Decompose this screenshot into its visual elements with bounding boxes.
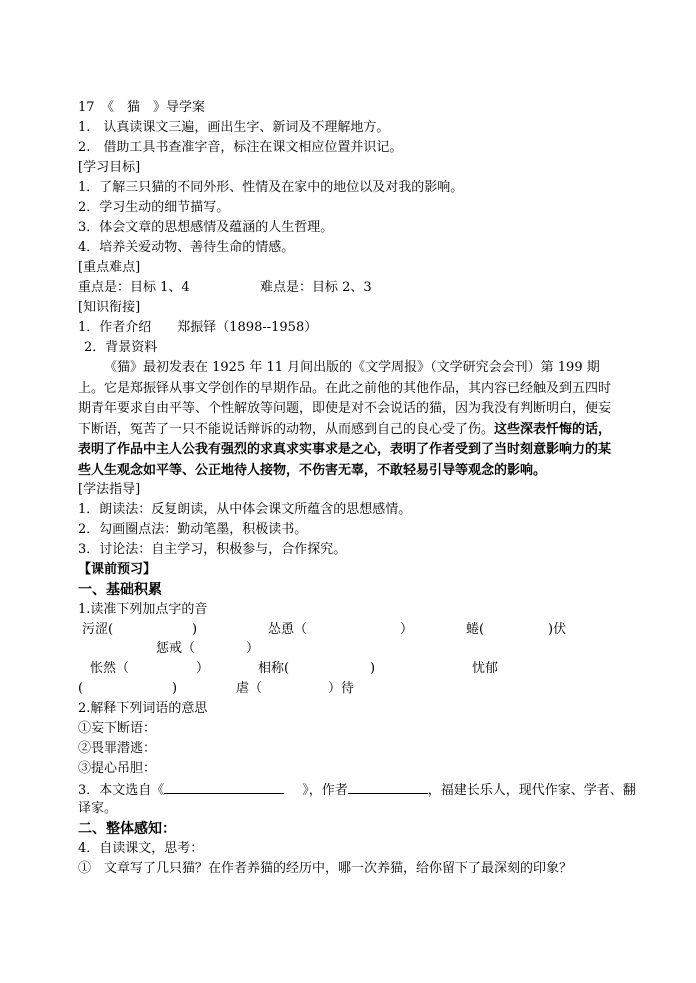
goal-item: 4．培养关爱动物、善待生命的情感。 xyxy=(78,240,295,255)
question-reading: 4．自读课文，思考： xyxy=(78,841,204,856)
goals-header: [学习目标] xyxy=(78,160,141,175)
method-item: 1．朗读法：反复朗读，从中体会课文所蕴含的思想感情。 xyxy=(78,502,412,517)
pinyin-bracket: ）待 xyxy=(328,681,355,696)
goal-item: 1．了解三只猫的不同外形、性情及在家中的地位以及对我的影响。 xyxy=(78,180,464,195)
term-item: ①妄下断语： xyxy=(78,721,157,736)
pre-task-1: 1. 认真读课文三遍，画出生字、新词及不理解地方。 xyxy=(78,120,390,135)
pre-task-2: 2. 借助工具书查准字音，标注在课文相应位置并识记。 xyxy=(78,140,403,155)
pinyin-bracket: ) xyxy=(172,681,178,696)
knowledge-header: [知识衔接] xyxy=(78,300,141,315)
source-text-b: 》，作者 xyxy=(302,783,348,798)
methods-header: [学法指导] xyxy=(78,482,141,497)
pinyin-bracket: ) xyxy=(192,622,198,637)
pinyin-word: 蜷( xyxy=(466,622,485,637)
source-text-a: 3．本文选自《 xyxy=(78,783,165,798)
question-reading-sub: ① 文章写了几只猫？在作者养猫的经历中，哪一次养猫，给你留下了最深刻的印象？ xyxy=(78,861,573,876)
difficult-point: 难点是：目标 2、3 xyxy=(260,280,372,295)
pinyin-word: 相称( xyxy=(258,661,290,676)
pinyin-word: 忧郁 xyxy=(472,661,499,676)
preview-header: 【课前预习】 xyxy=(78,562,157,577)
term-item: ②畏罪潜逃： xyxy=(78,741,157,756)
source-continuation: 译家。 xyxy=(78,801,118,816)
keypoints-header: [重点难点] xyxy=(78,260,141,275)
question-source xyxy=(78,779,636,801)
document-title: 17 《 猫 》导学案 xyxy=(78,100,206,115)
author-intro: 1．作者介绍 郑振铎（1898--1958） xyxy=(78,320,318,335)
pinyin-word: 怂恿（ xyxy=(268,622,308,637)
key-point: 重点是：目标 1、4 xyxy=(78,280,190,295)
pinyin-bracket: ） xyxy=(246,641,260,656)
pinyin-word: 怅然（ xyxy=(90,661,130,676)
method-item: 2．勾画圈点法：勤动笔墨，积极读书。 xyxy=(78,522,308,537)
term-item: ③提心吊胆： xyxy=(78,761,157,776)
background-paragraph xyxy=(78,358,623,481)
pinyin-bracket: ( xyxy=(78,681,84,696)
background-text: 《猫》最初发表在 1925 年 11 月间出版的《文学周报》（文学研究会会刊）第 199 期上。它是郑振铎从事文学创作的早期作品。在此之前他的其他作品，其内容已经触及到五四时期青年要求自由平等、个性解放等问题，即使是对不会说话的猫，因为我没有判断明白，便妄下断语，冤苦了一只不能说话辩诉的动物，从而感到自己的良心受了伤。 xyxy=(78,360,612,437)
author-blank[interactable] xyxy=(348,779,428,794)
goal-item: 3．体会文章的思想感情及蕴涵的人生哲理。 xyxy=(78,220,334,235)
question-explain: 2.解释下列词语的意思 xyxy=(78,701,208,716)
pinyin-word: 虐（ xyxy=(236,681,263,696)
method-item: 3．讨论法：自主学习，积极参与，合作探究。 xyxy=(78,542,347,557)
question-pinyin: 1.读准下列加点字的音 xyxy=(78,602,208,617)
source-text-c: ，福建长乐人，现代作家、学者、翻 xyxy=(427,783,636,798)
background-emphasis: 这些深表忏悔的话，表明了作品中主人公我有强烈的求真求实事求是之心，表明了作者受到了当时刻意影响力的某些人生观念如平等、公正地待人接物，不伤害无辜，不敢轻易引导等观念的影响。 xyxy=(78,421,612,478)
section-overall-title: 二、整体感知： xyxy=(78,821,176,837)
pinyin-bracket: ) xyxy=(370,661,376,676)
pinyin-bracket: ） xyxy=(196,661,210,676)
pinyin-word: 污涩( xyxy=(82,622,114,637)
pinyin-word: 惩戒（ xyxy=(156,641,196,656)
source-blank[interactable] xyxy=(164,779,284,794)
pinyin-bracket: )伏 xyxy=(548,622,567,637)
pinyin-bracket: ） xyxy=(400,622,414,637)
goal-item: 2．学习生动的细节描写。 xyxy=(78,200,230,215)
background-title: 2．背景资料 xyxy=(84,340,158,355)
section-basic-title: 一、基础积累 xyxy=(78,582,162,598)
